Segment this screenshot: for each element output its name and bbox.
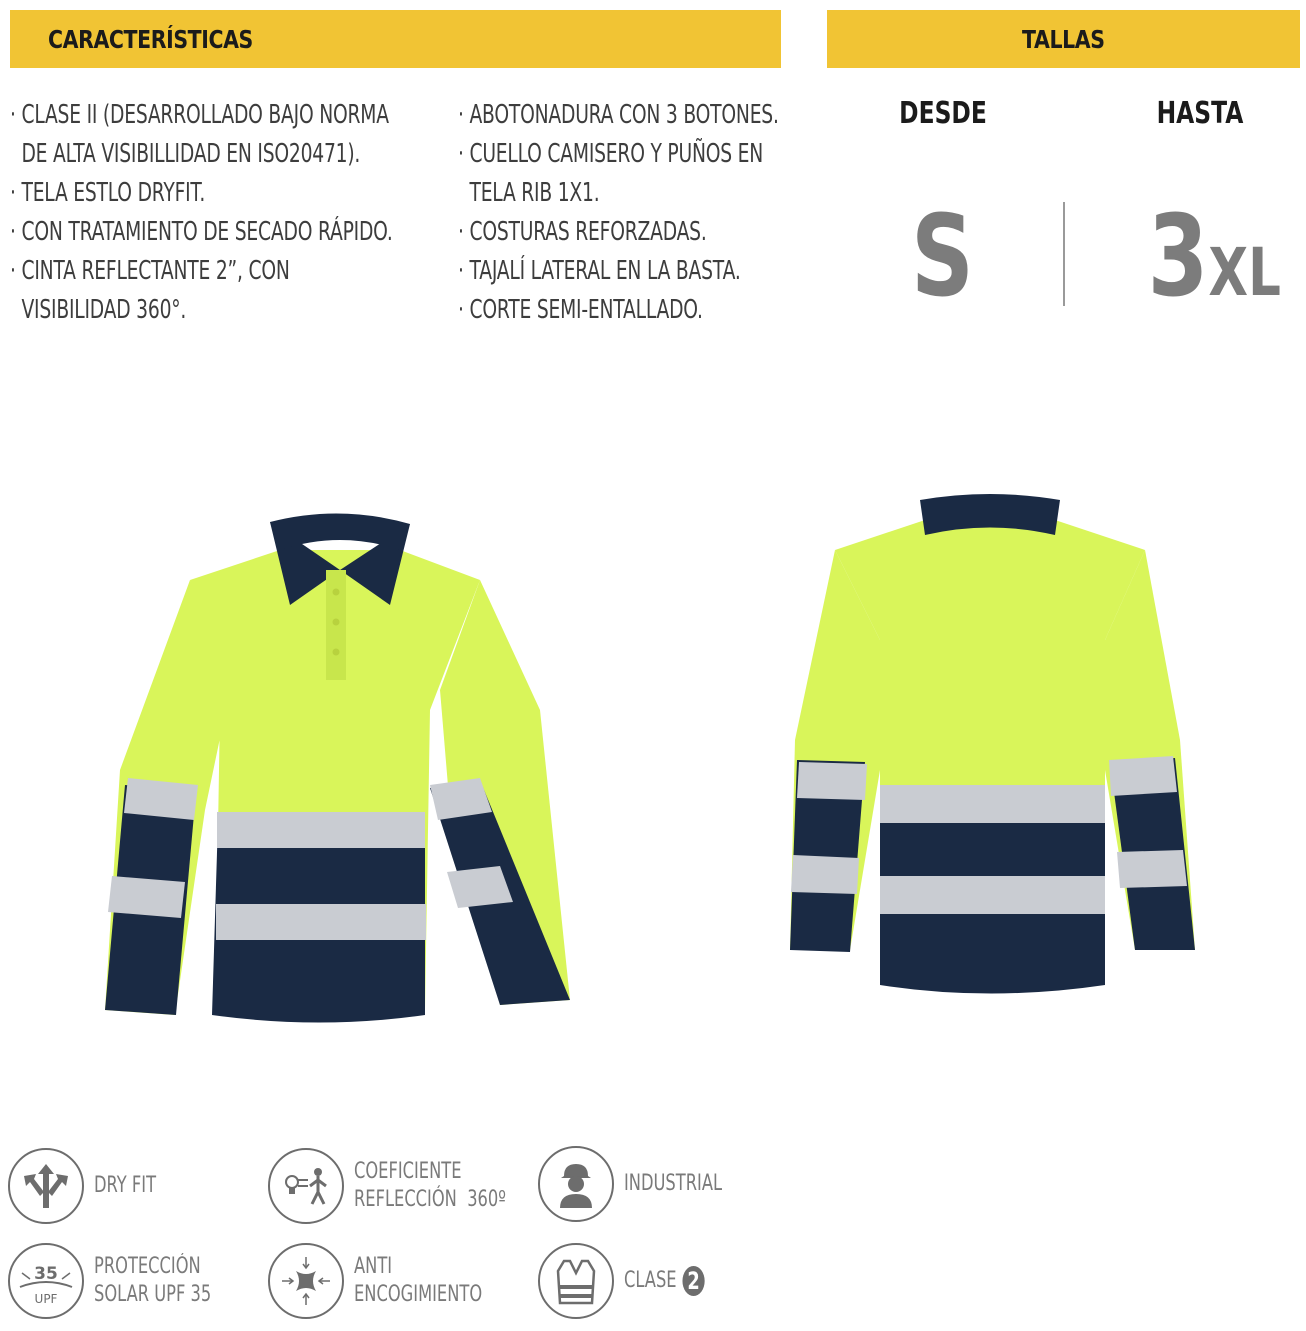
features-list-right	[458, 96, 903, 330]
size-to-suffix: XL	[1208, 234, 1281, 311]
size-from-value: S	[911, 192, 974, 322]
feature-line: · CINTA REFLECTANTE 2”, CON	[10, 256, 290, 286]
feature-anti-shrink	[268, 1243, 527, 1319]
upf-label-1: PROTECCIÓN	[94, 1254, 201, 1279]
feature-dryfit	[8, 1148, 178, 1224]
upf-label-2: SOLAR UPF 35	[94, 1282, 212, 1307]
clase-label: CLASE	[624, 1268, 677, 1293]
arrows-up-icon	[8, 1148, 84, 1224]
worker-helmet-icon	[538, 1146, 614, 1222]
feature-clase	[538, 1243, 733, 1319]
upf-unit: UPF	[34, 1292, 58, 1306]
size-to-value	[1147, 192, 1281, 322]
dryfit-label: DRY FIT	[94, 1173, 157, 1198]
vest-icon	[538, 1243, 614, 1319]
anti-label-1: ANTI	[354, 1254, 393, 1279]
feature-upf	[8, 1243, 252, 1319]
feature-line: VISIBILIDAD 360°.	[10, 295, 187, 325]
size-divider	[1063, 202, 1065, 306]
feature-line: · CORTE SEMI-ENTALLADO.	[458, 295, 703, 325]
feature-line: DE ALTA VISIBILLIDAD EN ISO20471).	[10, 139, 361, 169]
feature-line: · CON TRATAMIENTO DE SECADO RÁPIDO.	[10, 217, 393, 247]
upf-number: 35	[34, 1264, 58, 1284]
anti-label-2: ENCOGIMIENTO	[354, 1282, 483, 1307]
size-to-number: 3	[1147, 192, 1209, 322]
polo-back-image	[775, 490, 1205, 1010]
polo-front-image	[100, 510, 580, 1030]
industrial-label: INDUSTRIAL	[624, 1171, 723, 1196]
feature-line: · COSTURAS REFORZADAS.	[458, 217, 707, 247]
features-header-bar	[10, 10, 781, 68]
sizes-header-bar	[827, 10, 1300, 68]
sizes-title: TALLAS	[1022, 24, 1105, 54]
size-from-label: DESDE	[899, 96, 987, 131]
feature-line: · TAJALÍ LATERAL EN LA BASTA.	[458, 256, 741, 286]
feature-line: · CLASE II (DESARROLLADO BAJO NORMA	[10, 100, 389, 130]
anti-shrink-icon	[268, 1243, 344, 1319]
upf-icon	[8, 1243, 84, 1319]
reflection-label-1: COEFICIENTE	[354, 1159, 462, 1184]
feature-line: · CUELLO CAMISERO Y PUÑOS EN	[458, 139, 764, 169]
feature-line: · TELA ESTLO DRYFIT.	[10, 178, 206, 208]
features-title: CARACTERÍSTICAS	[48, 24, 253, 54]
feature-line: TELA RIB 1X1.	[458, 178, 600, 208]
reflection-icon	[268, 1148, 344, 1224]
feature-line: · ABOTONADURA CON 3 BOTONES.	[458, 100, 779, 130]
clase-badge: 2	[682, 1266, 704, 1296]
size-to-label: HASTA	[1156, 96, 1244, 131]
reflection-label-2: REFLECCIÓN 360º	[354, 1187, 506, 1212]
feature-industrial	[538, 1146, 756, 1222]
feature-reflection	[268, 1148, 559, 1224]
